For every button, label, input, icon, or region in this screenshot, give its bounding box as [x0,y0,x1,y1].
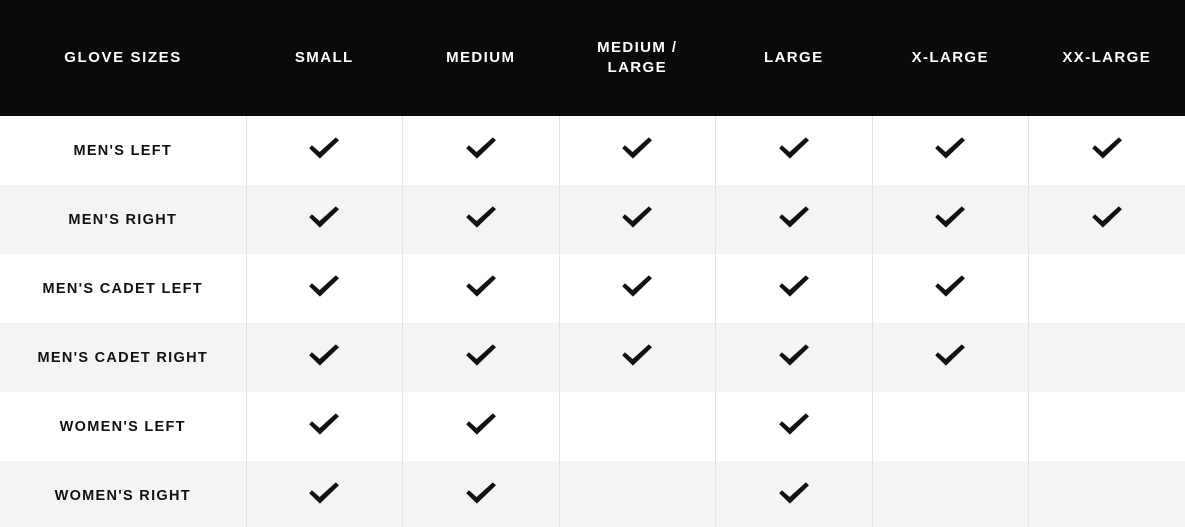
cell-available [246,461,403,527]
check-icon [620,272,654,300]
cell-available [246,392,403,461]
cell-available [872,254,1029,323]
cell-unavailable [1029,254,1185,323]
cell-available [559,254,716,323]
cell-available [1029,185,1185,254]
cell-available [403,461,560,527]
column-header-medium-large: MEDIUM / LARGE [559,0,716,116]
cell-available [872,116,1029,185]
check-icon [464,410,498,438]
check-icon [620,341,654,369]
check-icon [777,479,811,507]
column-header-glove-sizes: GLOVE SIZES [0,0,246,116]
column-header-medium: MEDIUM [403,0,560,116]
row-label: MEN'S RIGHT [0,185,246,254]
row-label: MEN'S LEFT [0,116,246,185]
check-icon [933,134,967,162]
row-label: WOMEN'S RIGHT [0,461,246,527]
column-header-small: SMALL [246,0,403,116]
cell-available [246,323,403,392]
check-icon [307,410,341,438]
cell-available [716,116,873,185]
table-row [0,461,1185,527]
cell-available [716,185,873,254]
check-icon [464,479,498,507]
row-label: MEN'S CADET LEFT [0,254,246,323]
cell-available [403,254,560,323]
cell-available [716,392,873,461]
cell-available [403,323,560,392]
column-header-large: LARGE [716,0,873,116]
check-icon [933,341,967,369]
check-icon [777,134,811,162]
check-icon [464,134,498,162]
check-icon [777,410,811,438]
table-row [0,185,1185,254]
check-icon [307,272,341,300]
table-body [0,116,1185,527]
cell-available [716,254,873,323]
check-icon [1090,134,1124,162]
check-icon [777,272,811,300]
cell-unavailable [1029,392,1185,461]
cell-available [716,323,873,392]
check-icon [464,203,498,231]
check-icon [1090,203,1124,231]
cell-available [403,116,560,185]
cell-available [403,185,560,254]
check-icon [307,341,341,369]
table-row [0,254,1185,323]
cell-unavailable [872,392,1029,461]
check-icon [933,203,967,231]
cell-available [246,185,403,254]
cell-available [1029,116,1185,185]
check-icon [933,272,967,300]
cell-unavailable [872,461,1029,527]
row-label: MEN'S CADET RIGHT [0,323,246,392]
table-row [0,116,1185,185]
cell-available [716,461,873,527]
check-icon [464,341,498,369]
column-header-xx-large: XX-LARGE [1029,0,1185,116]
cell-unavailable [559,392,716,461]
cell-available [246,254,403,323]
cell-available [403,392,560,461]
cell-available [559,116,716,185]
column-header-x-large: X-LARGE [872,0,1029,116]
row-label: WOMEN'S LEFT [0,392,246,461]
table-header [0,0,1185,116]
cell-available [872,185,1029,254]
cell-available [872,323,1029,392]
cell-unavailable [559,461,716,527]
check-icon [620,203,654,231]
check-icon [464,272,498,300]
header-row [0,0,1185,116]
cell-unavailable [1029,323,1185,392]
cell-available [559,323,716,392]
cell-unavailable [1029,461,1185,527]
table-row [0,392,1185,461]
check-icon [777,341,811,369]
cell-available [559,185,716,254]
check-icon [307,134,341,162]
check-icon [307,479,341,507]
cell-available [246,116,403,185]
table-row [0,323,1185,392]
check-icon [777,203,811,231]
check-icon [307,203,341,231]
check-icon [620,134,654,162]
